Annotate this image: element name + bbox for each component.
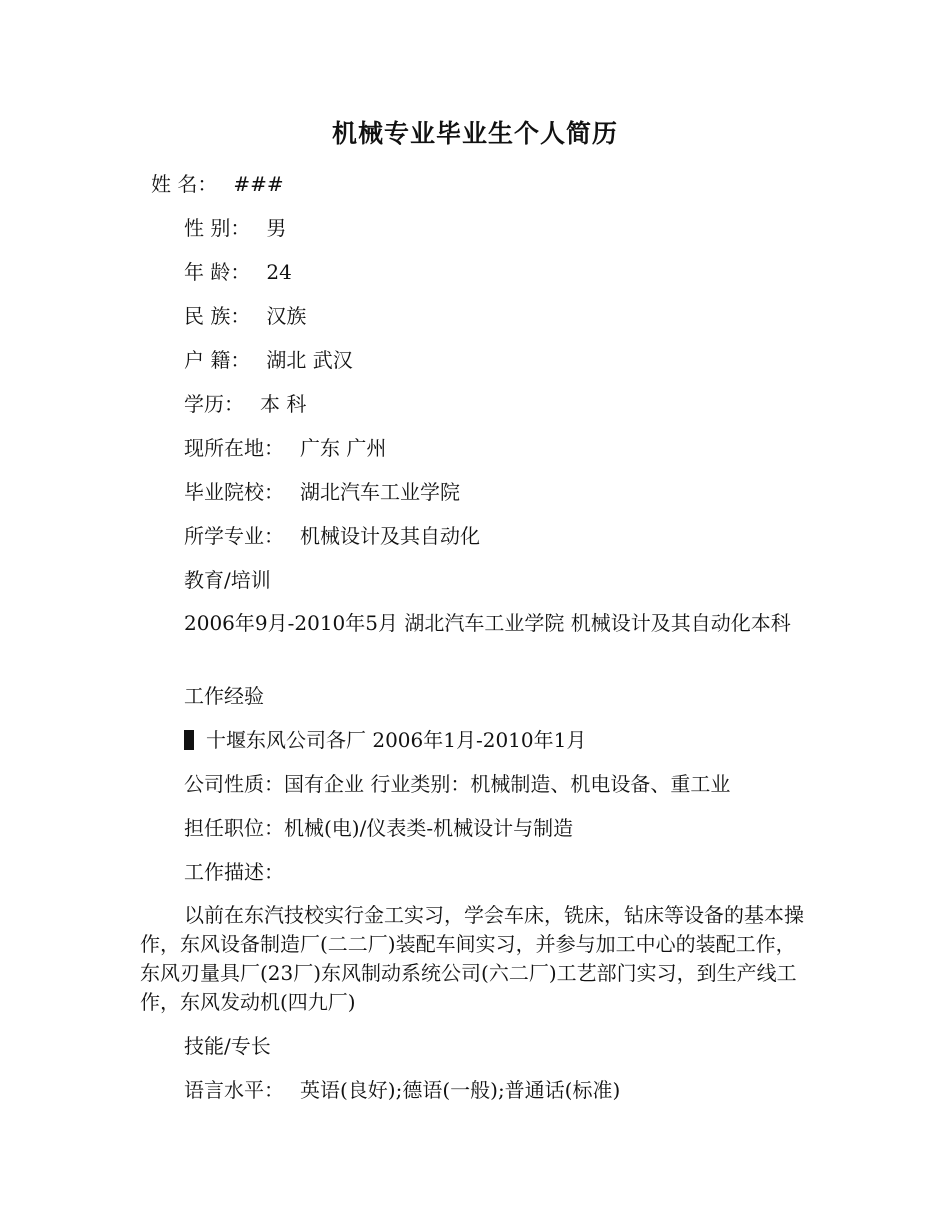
gender-label: 性 别：: [184, 216, 251, 240]
education-entry: 2006年9月-2010年5月 湖北汽车工业学院 机械设计及其自动化本科: [184, 611, 791, 635]
work-description: 以前在东汽技校实行金工实习，学会车床，铣床，钻床等设备的基本操作，东风设备制造厂(二二厂)装配车间实习，并参与加工中心的装配工作，东风刃量具厂(23厂)东风制动系统公司(六二厂)工艺部门实习，到生产线工作，东风发动机(四九厂): [140, 903, 804, 1014]
age-label: 年 龄：: [184, 260, 251, 284]
hukou-label: 户 籍：: [184, 348, 251, 372]
language-label: 语言水平：: [184, 1078, 284, 1102]
location-label: 现所在地：: [184, 436, 284, 460]
gender-value: 男: [266, 216, 287, 240]
company-line: 十堰东风公司各厂 2006年1月-2010年1月: [206, 728, 587, 752]
company-nature-line: 公司性质：国有企业 行业类别：机械制造、机电设备、重工业: [184, 772, 731, 796]
education-heading: 教育/培训: [184, 568, 271, 592]
ethnicity-row: [184, 303, 306, 329]
education-value: 本 科: [260, 392, 307, 416]
language-value: 英语(良好);德语(一般);普通话(标准): [300, 1078, 621, 1102]
name-label: 姓 名：: [151, 172, 218, 196]
school-value: 湖北汽车工业学院: [300, 480, 460, 504]
work-desc-heading: 工作描述：: [184, 860, 284, 884]
name-value: ###: [233, 172, 284, 196]
name-row: [151, 171, 284, 197]
major-value: 机械设计及其自动化: [300, 524, 480, 548]
hukou-row: [184, 347, 353, 373]
hukou-value: 湖北 武汉: [266, 348, 353, 372]
education-label: 学历：: [184, 392, 244, 416]
gender-row: [184, 215, 286, 241]
age-value: 24: [266, 260, 292, 284]
education-row: [184, 391, 306, 417]
major-row: [184, 523, 480, 549]
company-row: [184, 727, 586, 753]
skills-heading: 技能/专长: [184, 1034, 271, 1058]
location-value: 广东 广州: [300, 436, 387, 460]
ethnicity-label: 民 族：: [184, 304, 251, 328]
work-heading: 工作经验: [184, 684, 264, 708]
major-label: 所学专业：: [184, 524, 284, 548]
document-title: 机械专业毕业生个人简历: [331, 119, 618, 148]
ethnicity-value: 汉族: [266, 304, 307, 328]
school-label: 毕业院校：: [184, 480, 284, 504]
school-row: [184, 479, 460, 505]
language-row: [184, 1077, 620, 1103]
bullet-icon: [184, 730, 194, 750]
location-row: [184, 435, 386, 461]
age-row: [184, 259, 292, 285]
position-line: 担任职位：机械(电)/仪表类-机械设计与制造: [184, 816, 574, 840]
